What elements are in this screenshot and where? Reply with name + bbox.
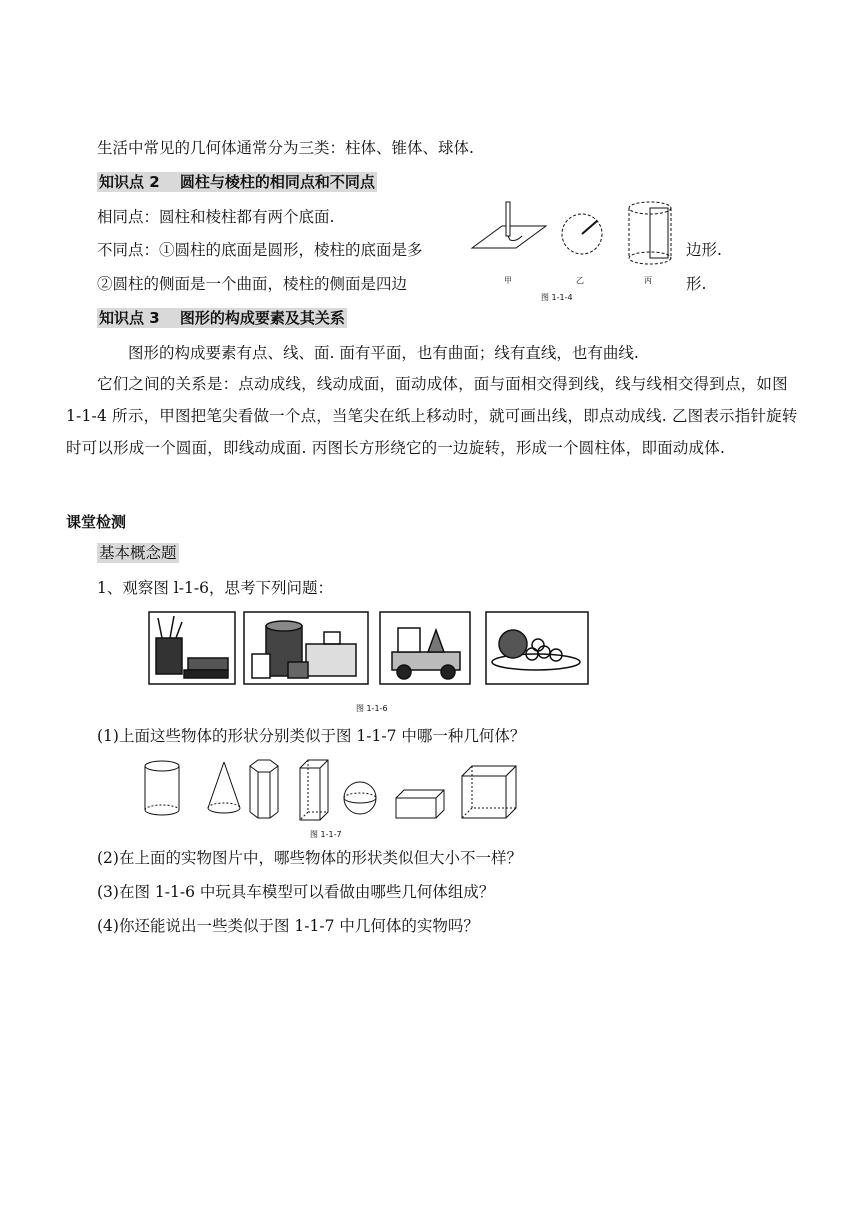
tall-rectangular-prism-shape: [300, 760, 328, 820]
fig116-caption: 图 1-1-6: [356, 704, 388, 713]
figure-1-1-7: [140, 756, 520, 826]
basic-concept-label: 基本概念题: [99, 544, 177, 562]
kp3-relation-paragraph: 它们之间的关系是：点动成线，线动成面，面动成体，面与面相交得到线，线与线相交得到点，如图 1-1-4 所示，甲图把笔尖看做一个点，当笔尖在纸上移动时，就可画出线，即点动成线. 乙图表示指针旋转时可以形成一个圆面，即线动成面. 丙图长方形绕它的一边旋转，形成一个圆柱体，即面动成体.: [66, 375, 798, 457]
cans-and-box-image: [244, 612, 368, 684]
flat-cuboid-shape: [396, 790, 444, 818]
figure-1-1-4: [470, 196, 680, 306]
question-1-2: (2)在上面的实物图片中，哪些物体的形状类似但大小不一样？: [97, 849, 522, 867]
fig114-caption: 图 1-1-4: [541, 293, 573, 302]
sphere-shape: [344, 782, 376, 814]
kp2-diff-line-1: 不同点：①圆柱的底面是圆形，棱柱的底面是多: [97, 241, 423, 259]
kp2-heading: 知识点 2 圆柱与棱柱的相同点和不同点: [99, 173, 375, 191]
hexagonal-prism-shape: [250, 760, 278, 818]
question-1-1: (1)上面这些物体的形状分别类似于图 1-1-7 中哪一种几何体？: [97, 727, 526, 745]
figure-1-1-6: [148, 610, 598, 690]
question-1-3: (3)在图 1-1-6 中玩具车模型可以看做由哪些几何体组成？: [97, 883, 495, 901]
fig114-label-bing: 丙: [644, 276, 652, 285]
kp2-diff-line-2: ②圆柱的侧面是一个曲面，棱柱的侧面是四边: [97, 275, 408, 293]
question-1: 1、观察图 l-1-6，思考下列问题：: [97, 579, 333, 597]
kp3-heading: 知识点 3 图形的构成要素及其关系: [99, 309, 345, 327]
toy-car-image: [380, 612, 470, 684]
pencil-cup-books-image: [149, 612, 235, 684]
fig117-caption: 图 1-1-7: [310, 830, 342, 839]
cone-shape: [208, 762, 240, 813]
kp2-same-line: 相同点：圆柱和棱柱都有两个底面.: [97, 208, 335, 226]
kp2-diff-line-1-end: 边形.: [686, 241, 722, 259]
kp2-diff-line-2-end: 形.: [686, 275, 707, 293]
kp3-elements-line: 图形的构成要素有点、线、面. 面有平面，也有曲面；线有直线，也有曲线.: [128, 344, 639, 362]
rotating-pointer-illustration: [562, 214, 602, 254]
cylinder-shape: [145, 761, 179, 815]
question-1-4: (4)你还能说出一些类似于图 1-1-7 中几何体的实物吗？: [97, 917, 479, 935]
fruit-plate-image: [486, 612, 588, 684]
fig114-label-yi: 乙: [576, 276, 584, 285]
rotating-rectangle-cylinder-illustration: [629, 202, 671, 264]
pen-on-paper-illustration: [472, 202, 546, 248]
fig114-label-jia: 甲: [504, 276, 512, 285]
section-heading: 课堂检测: [66, 513, 127, 531]
intro-line: 生活中常见的几何体通常分为三类：柱体、锥体、球体.: [97, 139, 474, 157]
cube-shape: [462, 766, 516, 818]
